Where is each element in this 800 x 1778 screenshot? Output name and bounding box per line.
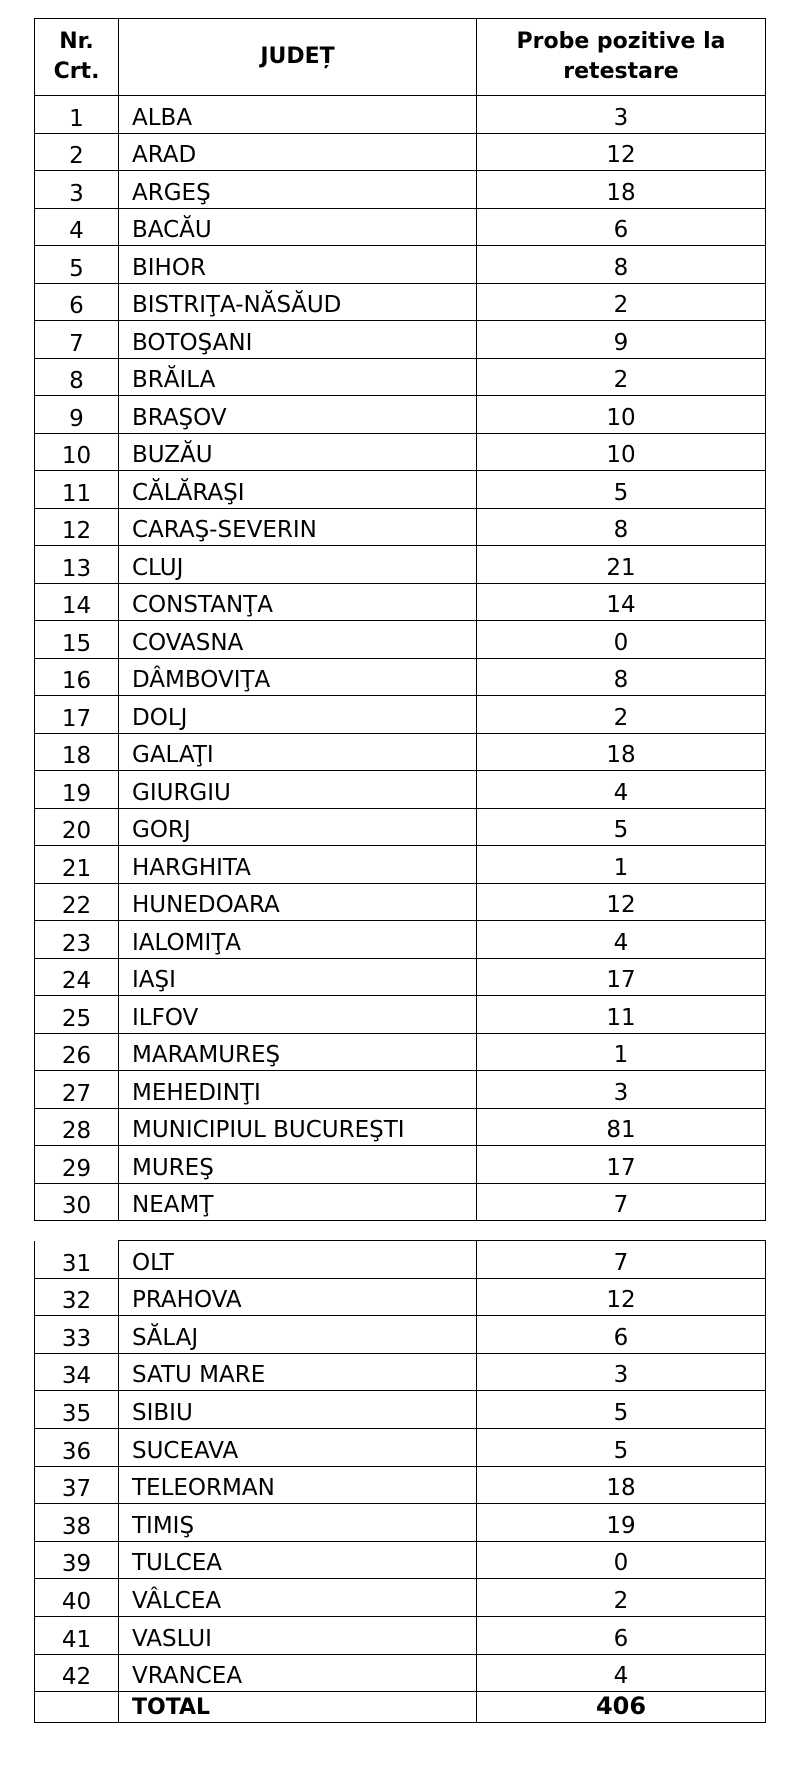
positive-tests: 4 bbox=[477, 771, 766, 809]
county-name: BISTRIŢA-NĂSĂUD bbox=[119, 283, 477, 321]
county-name: DÂMBOVIŢA bbox=[119, 658, 477, 696]
county-name: BIHOR bbox=[119, 246, 477, 284]
row-number: 37 bbox=[35, 1466, 119, 1504]
positive-tests: 3 bbox=[477, 1353, 766, 1391]
county-name: VASLUI bbox=[119, 1616, 477, 1654]
row-number: 23 bbox=[35, 921, 119, 959]
county-name: CARAŞ-SEVERIN bbox=[119, 508, 477, 546]
table-body-part-1 bbox=[35, 96, 766, 1221]
row-number: 35 bbox=[35, 1391, 119, 1429]
header-nr-line1: Nr. bbox=[59, 29, 94, 54]
row-number: 3 bbox=[35, 171, 119, 209]
row-number: 31 bbox=[35, 1241, 119, 1279]
positive-tests: 1 bbox=[477, 846, 766, 884]
header-nr-line2: Crt. bbox=[53, 59, 100, 84]
row-number: 41 bbox=[35, 1616, 119, 1654]
county-name: CONSTANŢA bbox=[119, 583, 477, 621]
positive-tests: 5 bbox=[477, 1428, 766, 1466]
header-row bbox=[35, 19, 766, 96]
row-number: 34 bbox=[35, 1353, 119, 1391]
row-number: 25 bbox=[35, 996, 119, 1034]
header-judet-label: JUDEȚ bbox=[260, 44, 335, 69]
county-name: GALAŢI bbox=[119, 733, 477, 771]
row-number: 21 bbox=[35, 846, 119, 884]
county-name: OLT bbox=[119, 1241, 477, 1279]
row-number: 33 bbox=[35, 1316, 119, 1354]
row-number: 17 bbox=[35, 696, 119, 734]
table-row bbox=[35, 1391, 766, 1429]
table-row bbox=[35, 1466, 766, 1504]
county-name: CĂLĂRAŞI bbox=[119, 471, 477, 509]
row-number: 16 bbox=[35, 658, 119, 696]
positive-tests: 3 bbox=[477, 1071, 766, 1109]
table-row bbox=[35, 883, 766, 921]
table-row bbox=[35, 546, 766, 584]
county-name: GIURGIU bbox=[119, 771, 477, 809]
positive-tests: 21 bbox=[477, 546, 766, 584]
row-number: 26 bbox=[35, 1033, 119, 1071]
row-number: 7 bbox=[35, 321, 119, 359]
positive-tests: 4 bbox=[477, 1654, 766, 1692]
county-name: TULCEA bbox=[119, 1541, 477, 1579]
table-row bbox=[35, 621, 766, 659]
county-name: MUREŞ bbox=[119, 1146, 477, 1184]
positive-tests: 8 bbox=[477, 246, 766, 284]
county-name: COVASNA bbox=[119, 621, 477, 659]
table-row bbox=[35, 133, 766, 171]
county-name: ARGEŞ bbox=[119, 171, 477, 209]
county-name: ILFOV bbox=[119, 996, 477, 1034]
positive-tests: 2 bbox=[477, 696, 766, 734]
county-name: BOTOŞANI bbox=[119, 321, 477, 359]
header-probe-line1: Probe pozitive la bbox=[516, 29, 726, 54]
positive-tests: 5 bbox=[477, 471, 766, 509]
positive-tests: 6 bbox=[477, 1316, 766, 1354]
county-table-part-1 bbox=[34, 18, 766, 1221]
table-row bbox=[35, 1428, 766, 1466]
row-number: 5 bbox=[35, 246, 119, 284]
row-number: 6 bbox=[35, 283, 119, 321]
table-row bbox=[35, 396, 766, 434]
positive-tests: 3 bbox=[477, 96, 766, 134]
positive-tests: 8 bbox=[477, 658, 766, 696]
table-row bbox=[35, 1108, 766, 1146]
positive-tests: 19 bbox=[477, 1504, 766, 1542]
row-number: 42 bbox=[35, 1654, 119, 1692]
table-row bbox=[35, 1316, 766, 1354]
header-probe-pozitive bbox=[477, 19, 766, 96]
county-name: MUNICIPIUL BUCUREŞTI bbox=[119, 1108, 477, 1146]
table-row bbox=[35, 246, 766, 284]
table-row bbox=[35, 846, 766, 884]
table-row bbox=[35, 658, 766, 696]
positive-tests: 18 bbox=[477, 1466, 766, 1504]
row-number: 38 bbox=[35, 1504, 119, 1542]
table-row bbox=[35, 1504, 766, 1542]
positive-tests: 11 bbox=[477, 996, 766, 1034]
table-body-part-2 bbox=[35, 1241, 766, 1692]
positive-tests: 1 bbox=[477, 1033, 766, 1071]
row-number: 28 bbox=[35, 1108, 119, 1146]
row-number: 2 bbox=[35, 133, 119, 171]
table-row bbox=[35, 283, 766, 321]
county-name: CLUJ bbox=[119, 546, 477, 584]
positive-tests: 0 bbox=[477, 1541, 766, 1579]
positive-tests: 12 bbox=[477, 133, 766, 171]
county-name: IALOMIŢA bbox=[119, 921, 477, 959]
row-number: 1 bbox=[35, 96, 119, 134]
row-number: 20 bbox=[35, 808, 119, 846]
table-row bbox=[35, 1654, 766, 1692]
table-row bbox=[35, 96, 766, 134]
county-name: TIMIŞ bbox=[119, 1504, 477, 1542]
row-number: 4 bbox=[35, 208, 119, 246]
row-number: 12 bbox=[35, 508, 119, 546]
table-row bbox=[35, 1071, 766, 1109]
positive-tests: 81 bbox=[477, 1108, 766, 1146]
table-row bbox=[35, 208, 766, 246]
county-table-part-2 bbox=[34, 1240, 766, 1723]
table-row bbox=[35, 771, 766, 809]
county-name: ARAD bbox=[119, 133, 477, 171]
row-number: 24 bbox=[35, 958, 119, 996]
county-name: DOLJ bbox=[119, 696, 477, 734]
positive-tests: 12 bbox=[477, 1278, 766, 1316]
header-probe-line2: retestare bbox=[563, 59, 679, 84]
positive-tests: 7 bbox=[477, 1183, 766, 1221]
table-row bbox=[35, 321, 766, 359]
positive-tests: 8 bbox=[477, 508, 766, 546]
table-row bbox=[35, 171, 766, 209]
county-name: BRĂILA bbox=[119, 358, 477, 396]
county-name: MEHEDINŢI bbox=[119, 1071, 477, 1109]
table-row bbox=[35, 1278, 766, 1316]
row-number: 39 bbox=[35, 1541, 119, 1579]
positive-tests: 2 bbox=[477, 358, 766, 396]
county-name: VRANCEA bbox=[119, 1654, 477, 1692]
total-nr-cell bbox=[35, 1692, 119, 1723]
positive-tests: 4 bbox=[477, 921, 766, 959]
row-number: 11 bbox=[35, 471, 119, 509]
table-row bbox=[35, 1033, 766, 1071]
table-row bbox=[35, 996, 766, 1034]
total-row bbox=[35, 1692, 766, 1723]
county-name: SATU MARE bbox=[119, 1353, 477, 1391]
table-row bbox=[35, 1353, 766, 1391]
table-row bbox=[35, 471, 766, 509]
county-name: BACĂU bbox=[119, 208, 477, 246]
row-number: 27 bbox=[35, 1071, 119, 1109]
county-name: MARAMUREŞ bbox=[119, 1033, 477, 1071]
county-name: HARGHITA bbox=[119, 846, 477, 884]
positive-tests: 18 bbox=[477, 733, 766, 771]
table-row bbox=[35, 808, 766, 846]
table-row bbox=[35, 358, 766, 396]
positive-tests: 17 bbox=[477, 958, 766, 996]
table-row bbox=[35, 696, 766, 734]
row-number: 9 bbox=[35, 396, 119, 434]
positive-tests: 2 bbox=[477, 1579, 766, 1617]
table-row bbox=[35, 433, 766, 471]
positive-tests: 9 bbox=[477, 321, 766, 359]
total-value: 406 bbox=[477, 1692, 766, 1723]
county-name: GORJ bbox=[119, 808, 477, 846]
row-number: 10 bbox=[35, 433, 119, 471]
table-row bbox=[35, 1146, 766, 1184]
positive-tests: 6 bbox=[477, 208, 766, 246]
county-name: HUNEDOARA bbox=[119, 883, 477, 921]
positive-tests: 17 bbox=[477, 1146, 766, 1184]
positive-tests: 6 bbox=[477, 1616, 766, 1654]
table-row bbox=[35, 958, 766, 996]
table-row bbox=[35, 1241, 766, 1279]
table-row bbox=[35, 1616, 766, 1654]
row-number: 15 bbox=[35, 621, 119, 659]
positive-tests: 0 bbox=[477, 621, 766, 659]
row-number: 40 bbox=[35, 1579, 119, 1617]
county-name: PRAHOVA bbox=[119, 1278, 477, 1316]
row-number: 29 bbox=[35, 1146, 119, 1184]
header-nr-crt bbox=[35, 19, 119, 96]
positive-tests: 7 bbox=[477, 1241, 766, 1279]
row-number: 19 bbox=[35, 771, 119, 809]
positive-tests: 14 bbox=[477, 583, 766, 621]
county-name: VÂLCEA bbox=[119, 1579, 477, 1617]
positive-tests: 10 bbox=[477, 433, 766, 471]
row-number: 32 bbox=[35, 1278, 119, 1316]
row-number: 8 bbox=[35, 358, 119, 396]
table-row bbox=[35, 508, 766, 546]
positive-tests: 12 bbox=[477, 883, 766, 921]
table-row bbox=[35, 1579, 766, 1617]
county-name: ALBA bbox=[119, 96, 477, 134]
county-name: BRAŞOV bbox=[119, 396, 477, 434]
row-number: 36 bbox=[35, 1428, 119, 1466]
row-number: 13 bbox=[35, 546, 119, 584]
row-number: 22 bbox=[35, 883, 119, 921]
positive-tests: 10 bbox=[477, 396, 766, 434]
positive-tests: 2 bbox=[477, 283, 766, 321]
positive-tests: 18 bbox=[477, 171, 766, 209]
table-row bbox=[35, 921, 766, 959]
table-row bbox=[35, 1541, 766, 1579]
row-number: 14 bbox=[35, 583, 119, 621]
table-row bbox=[35, 733, 766, 771]
county-name: IAŞI bbox=[119, 958, 477, 996]
county-name: NEAMŢ bbox=[119, 1183, 477, 1221]
table-row bbox=[35, 1183, 766, 1221]
positive-tests: 5 bbox=[477, 808, 766, 846]
county-name: SUCEAVA bbox=[119, 1428, 477, 1466]
header-judet bbox=[119, 19, 477, 96]
county-name: TELEORMAN bbox=[119, 1466, 477, 1504]
table-row bbox=[35, 583, 766, 621]
positive-tests: 5 bbox=[477, 1391, 766, 1429]
county-name: SIBIU bbox=[119, 1391, 477, 1429]
county-name: BUZĂU bbox=[119, 433, 477, 471]
row-number: 30 bbox=[35, 1183, 119, 1221]
row-number: 18 bbox=[35, 733, 119, 771]
total-label: TOTAL bbox=[119, 1692, 477, 1723]
county-name: SĂLAJ bbox=[119, 1316, 477, 1354]
